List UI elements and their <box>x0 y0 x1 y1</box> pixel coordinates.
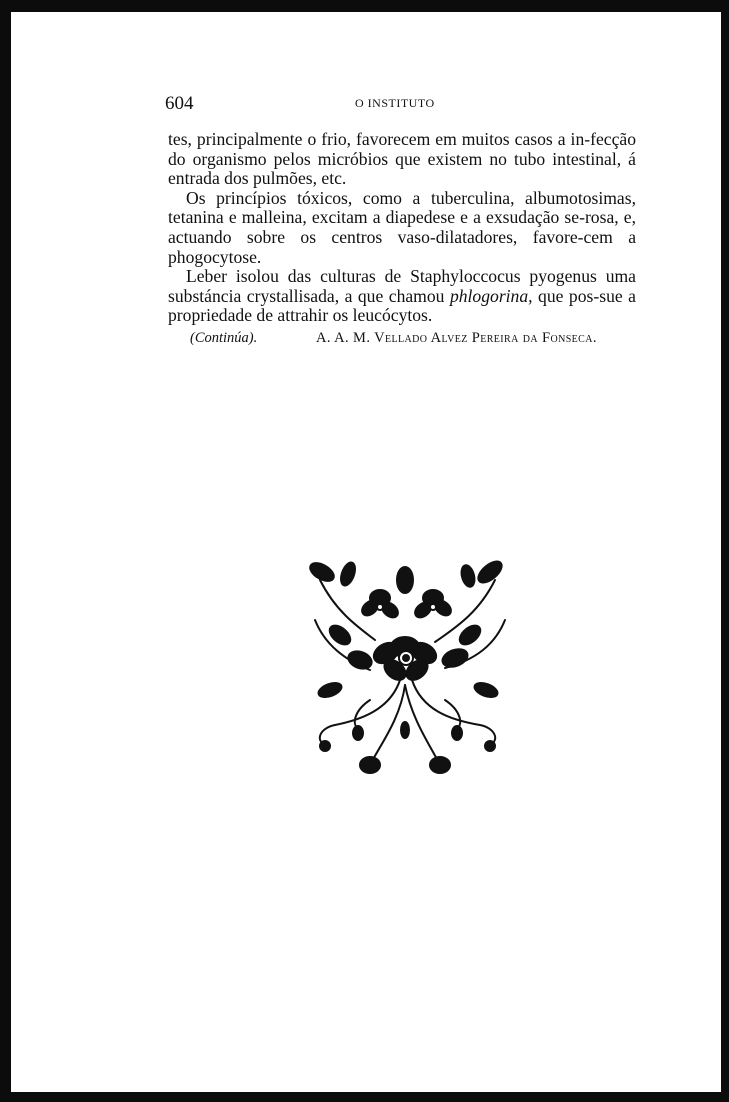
paragraph-toxic-principles: Os princípios tóxicos, como a tuberculina, albumotosimas, tetanina e malleina, excitam a diapedese e a exsudação se-rosa, e, actuando sobre os centros vaso-dilatadores, favore-cem a phogocytose. <box>168 187 636 267</box>
paragraph-leber-tail: que pos-sue a propriedade de attrahir os leucócytos. <box>168 285 636 326</box>
paragraph-continuation: tes, principalmente o frio, favorecem em muitos casos a in-fecção do organismo pelos micróbios que existem no tubo intestinal, á entrada dos pulmões, etc. <box>168 129 636 189</box>
bottom-curls <box>320 722 495 773</box>
page-number: 604 <box>165 93 194 114</box>
article-body <box>168 130 636 326</box>
floral-vignette-icon <box>300 550 525 780</box>
central-flower <box>370 637 440 684</box>
paragraph-leber-text: Leber isolou das culturas de Staphyloccocus pyogenus uma substáncia crystallisada, a que chamou <box>168 266 636 306</box>
paragraph-leber <box>168 267 636 326</box>
phlogorina-term: phlogorina, <box>449 285 533 306</box>
continua-note: (Continúa). <box>190 330 258 346</box>
running-head: O INSTITUTO <box>355 96 435 110</box>
top-flowers <box>359 567 454 620</box>
author-signature: A. A. M. Vellado Alvez Pereira da Fonseca. <box>316 330 597 346</box>
